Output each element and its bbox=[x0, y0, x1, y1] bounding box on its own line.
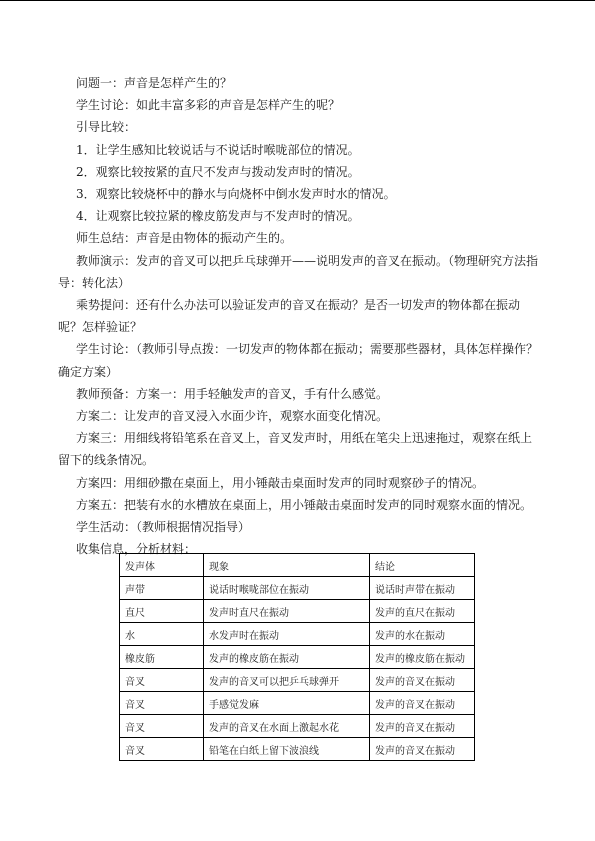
plan-one: 教师预备：方案一：用手轻触发声的音叉，手有什么感觉。 bbox=[76, 386, 389, 401]
cell-phenomenon: 发声时直尺在振动 bbox=[204, 600, 370, 623]
cell-phenomenon: 发声的音叉可以把乒乓球弹开 bbox=[204, 669, 370, 692]
header-conclusion: 结论 bbox=[370, 554, 475, 577]
cell-source: 直尺 bbox=[120, 600, 204, 623]
table-row bbox=[120, 738, 475, 761]
teacher-demonstration: 教师演示：发声的音叉可以把乒乓球弹开——说明发声的音叉在振动。（物理研究方法指导：转化法） bbox=[58, 253, 539, 290]
summary: 师生总结：声音是由物体的振动产生的。 bbox=[76, 231, 293, 246]
header-sound-source: 发声体 bbox=[120, 554, 204, 577]
cell-conclusion: 说话时声带在振动 bbox=[370, 577, 475, 600]
plan-two: 方案二：让发声的音叉浸入水面少许，观察水面变化情况。 bbox=[76, 409, 389, 424]
comparison-item-3: 3．观察比较烧杯中的静水与向烧杯中倒水发声时水的情况。 bbox=[76, 187, 396, 202]
plan-four: 方案四：用细砂撒在桌面上，用小锤敲击桌面时发声的同时观察砂子的情况。 bbox=[76, 475, 485, 490]
cell-conclusion: 发声的音叉在振动 bbox=[370, 669, 475, 692]
header-phenomenon: 现象 bbox=[204, 554, 370, 577]
cell-source: 音叉 bbox=[120, 715, 204, 738]
cell-conclusion: 发声的水在振动 bbox=[370, 623, 475, 646]
cell-conclusion: 发声的音叉在振动 bbox=[370, 692, 475, 715]
cell-phenomenon: 发声的音叉在水面上激起水花 bbox=[204, 715, 370, 738]
table-row bbox=[120, 669, 475, 692]
plan-five: 方案五：把装有水的水槽放在桌面上，用小锤敲击桌面时发声的同时观察水面的情况。 bbox=[76, 497, 533, 512]
question-one: 问题一：声音是怎样产生的？ bbox=[76, 76, 233, 90]
comparison-item-4: 4．让观察比较拉紧的橡皮筋发声与不发声时的情况。 bbox=[76, 209, 360, 224]
cell-phenomenon: 手感觉发麻 bbox=[204, 692, 370, 715]
guided-comparison-heading: 引导比较： bbox=[76, 120, 137, 135]
findings-table-wrapper bbox=[119, 553, 475, 761]
cell-source: 水 bbox=[120, 623, 204, 646]
table-row bbox=[120, 715, 475, 738]
student-activity: 学生活动：（教师根据情况指导） bbox=[76, 520, 251, 535]
table-row bbox=[120, 623, 475, 646]
cell-source: 橡皮筋 bbox=[120, 646, 204, 669]
cell-phenomenon: 发声的橡皮筋在振动 bbox=[204, 646, 370, 669]
cell-conclusion: 发声的橡皮筋在振动 bbox=[370, 646, 475, 669]
page-top-rule bbox=[0, 0, 595, 1]
cell-source: 音叉 bbox=[120, 692, 204, 715]
table-row bbox=[120, 577, 475, 600]
table-row bbox=[120, 600, 475, 623]
comparison-item-1: 1．让学生感知比较说话与不说话时喉咙部位的情况。 bbox=[76, 142, 360, 157]
cell-phenomenon: 水发声时在振动 bbox=[204, 623, 370, 646]
findings-table bbox=[119, 553, 475, 761]
follow-up-question: 乘势提问：还有什么办法可以验证发声的音叉在振动？是否一切发声的物体都在振动呢？怎样验证？ bbox=[58, 298, 521, 335]
cell-phenomenon: 说话时喉咙部位在振动 bbox=[204, 577, 370, 600]
document-body bbox=[58, 72, 543, 560]
cell-source: 音叉 bbox=[120, 669, 204, 692]
student-discussion: 学生讨论：如此丰富多彩的声音是怎样产生的呢？ bbox=[76, 98, 341, 113]
table-row bbox=[120, 646, 475, 669]
collect-info: 收集信息，分析材料： bbox=[76, 542, 197, 557]
student-discussion-2: 学生讨论：（教师引导点拨：一切发声的物体都在振动；需要那些器材，具体怎样操作？确定方案） bbox=[58, 342, 539, 379]
cell-source: 声带 bbox=[120, 577, 204, 600]
cell-phenomenon: 铅笔在白纸上留下波浪线 bbox=[204, 738, 370, 761]
cell-conclusion: 发声的音叉在振动 bbox=[370, 715, 475, 738]
plan-three: 方案三：用细线将铅笔系在音叉上，音叉发声时，用纸在笔尖上迅速拖过，观察在纸上留下的线条情况。 bbox=[58, 431, 533, 468]
cell-conclusion: 发声的音叉在振动 bbox=[370, 738, 475, 761]
table-row bbox=[120, 692, 475, 715]
comparison-item-2: 2．观察比较按紧的直尺不发声与拨动发声时的情况。 bbox=[76, 164, 360, 179]
cell-conclusion: 发声的直尺在振动 bbox=[370, 600, 475, 623]
cell-source: 音叉 bbox=[120, 738, 204, 761]
table-header-row bbox=[120, 554, 475, 577]
